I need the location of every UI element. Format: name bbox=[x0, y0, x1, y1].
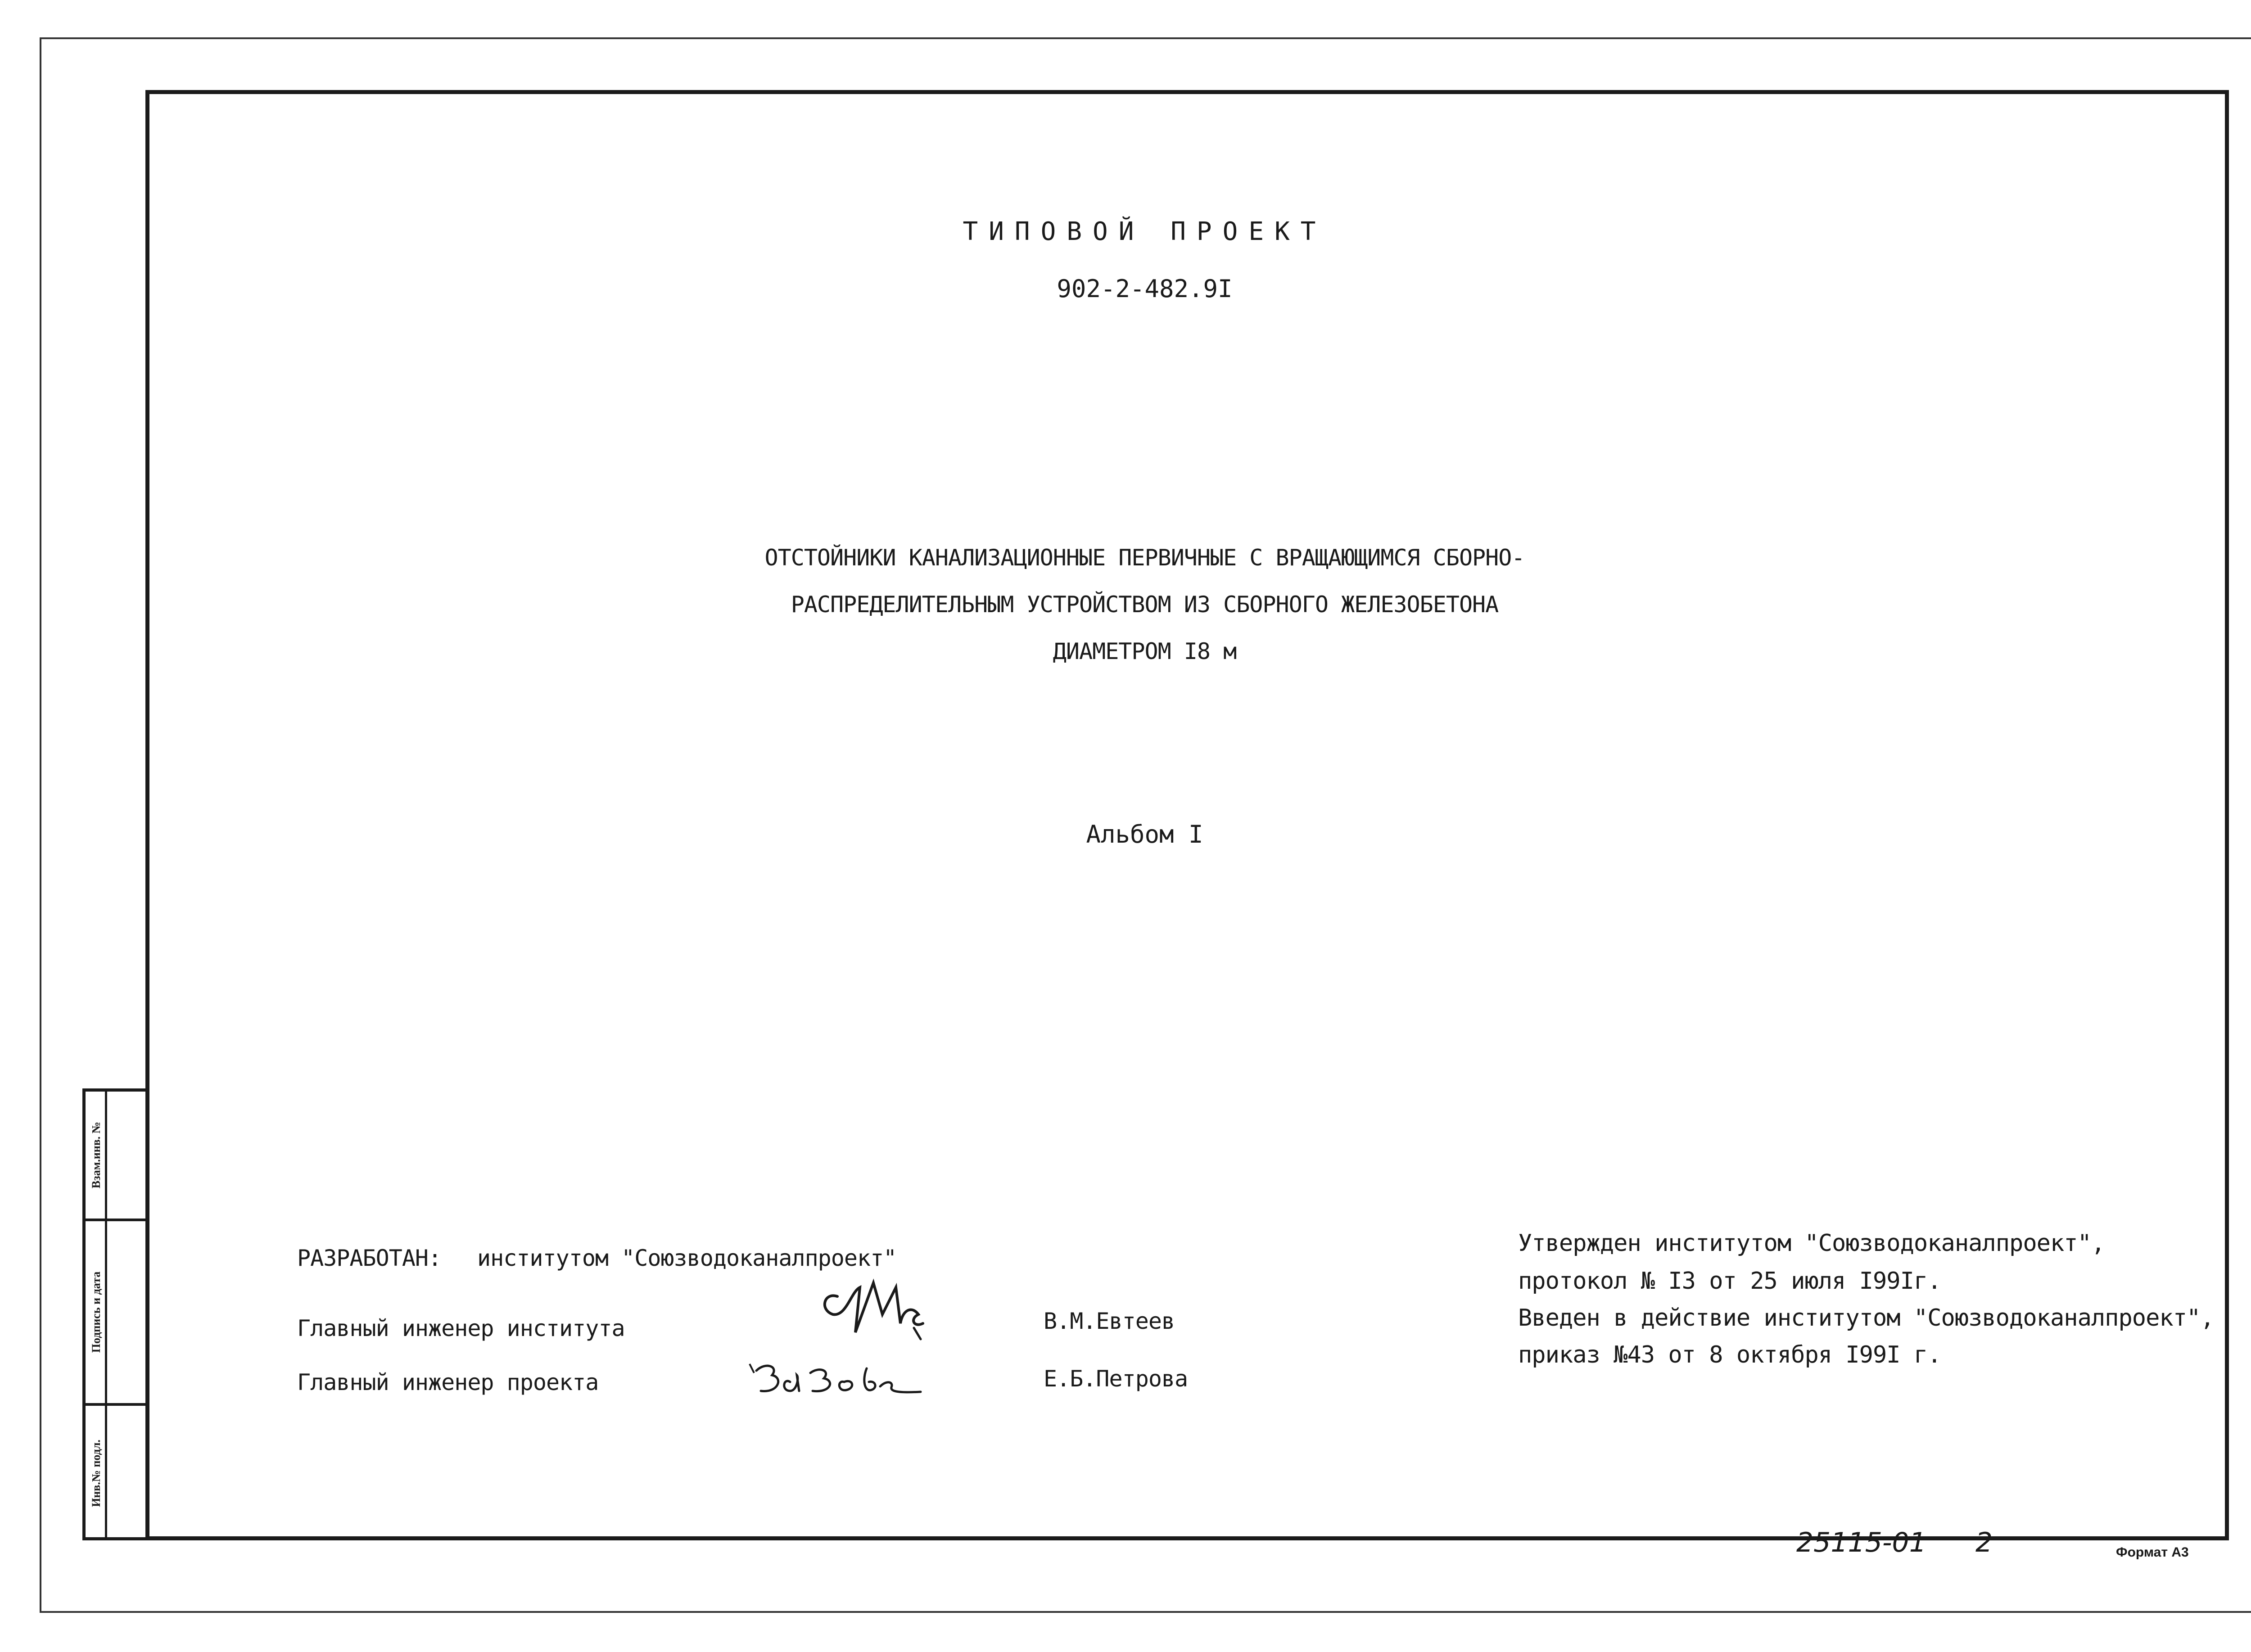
developed-institute: институтом "Союзводоканалпроект" bbox=[477, 1245, 897, 1271]
approval-line-1: Утвержден институтом "Союзводоканалпроект", bbox=[1518, 1230, 2105, 1257]
approval-line-4: приказ №43 от 8 октября I99I г. bbox=[1518, 1341, 1941, 1368]
sheet-number bbox=[1796, 1527, 1993, 1558]
document-type: ТИПОВОЙ ПРОЕКТ bbox=[963, 217, 1327, 246]
chief-project-label: Главный инженер проекта bbox=[297, 1369, 599, 1395]
developed-label: РАЗРАБОТАН: bbox=[297, 1245, 442, 1271]
chief-institute-label: Главный инженер института bbox=[297, 1315, 625, 1341]
sheet-number-code: 25115-01 bbox=[1796, 1527, 1926, 1558]
title-line-1: ОТСТОЙНИКИ КАНАЛИЗАЦИОННЫЕ ПЕРВИЧНЫЕ С ВРАЩАЮЩИМСЯ СБОРНО- bbox=[764, 545, 1525, 571]
side-stamp bbox=[82, 1088, 145, 1540]
document-code: 902-2-482.9I bbox=[1057, 275, 1233, 303]
approval-line-3: Введен в действие институтом "Союзводоканалпроект", bbox=[1518, 1304, 2214, 1332]
stamp-label-signature: Подпись и дата bbox=[90, 1271, 103, 1353]
chief-institute-name: В.М.Евтеев bbox=[1044, 1308, 1175, 1334]
title-line-3: ДИАМЕТРОМ I8 м bbox=[1053, 638, 1237, 664]
stamp-cell-inventory bbox=[86, 1406, 145, 1540]
signature-chief-institute bbox=[806, 1260, 941, 1346]
stamp-cell-signature bbox=[86, 1221, 145, 1406]
stamp-cell-replacement bbox=[86, 1092, 145, 1221]
title-line-2: РАСПРЕДЕЛИТЕЛЬНЫМ УСТРОЙСТВОМ ИЗ СБОРНОГО ЖЕЛЕЗОБЕТОНА bbox=[791, 591, 1499, 618]
chief-project-name: Е.Б.Петрова bbox=[1044, 1366, 1188, 1392]
sheet-page: 2 bbox=[1975, 1527, 1993, 1558]
album-label: Альбом I bbox=[1086, 820, 1203, 849]
format-label: Формат А3 bbox=[2116, 1545, 2189, 1560]
stamp-label-replacement: Взам.инв. № bbox=[90, 1121, 103, 1189]
signature-chief-project bbox=[747, 1350, 927, 1409]
approval-line-2: протокол № I3 от 25 июля I99Iг. bbox=[1518, 1268, 1941, 1295]
stamp-label-inventory: Инв.№ подл. bbox=[90, 1439, 103, 1507]
